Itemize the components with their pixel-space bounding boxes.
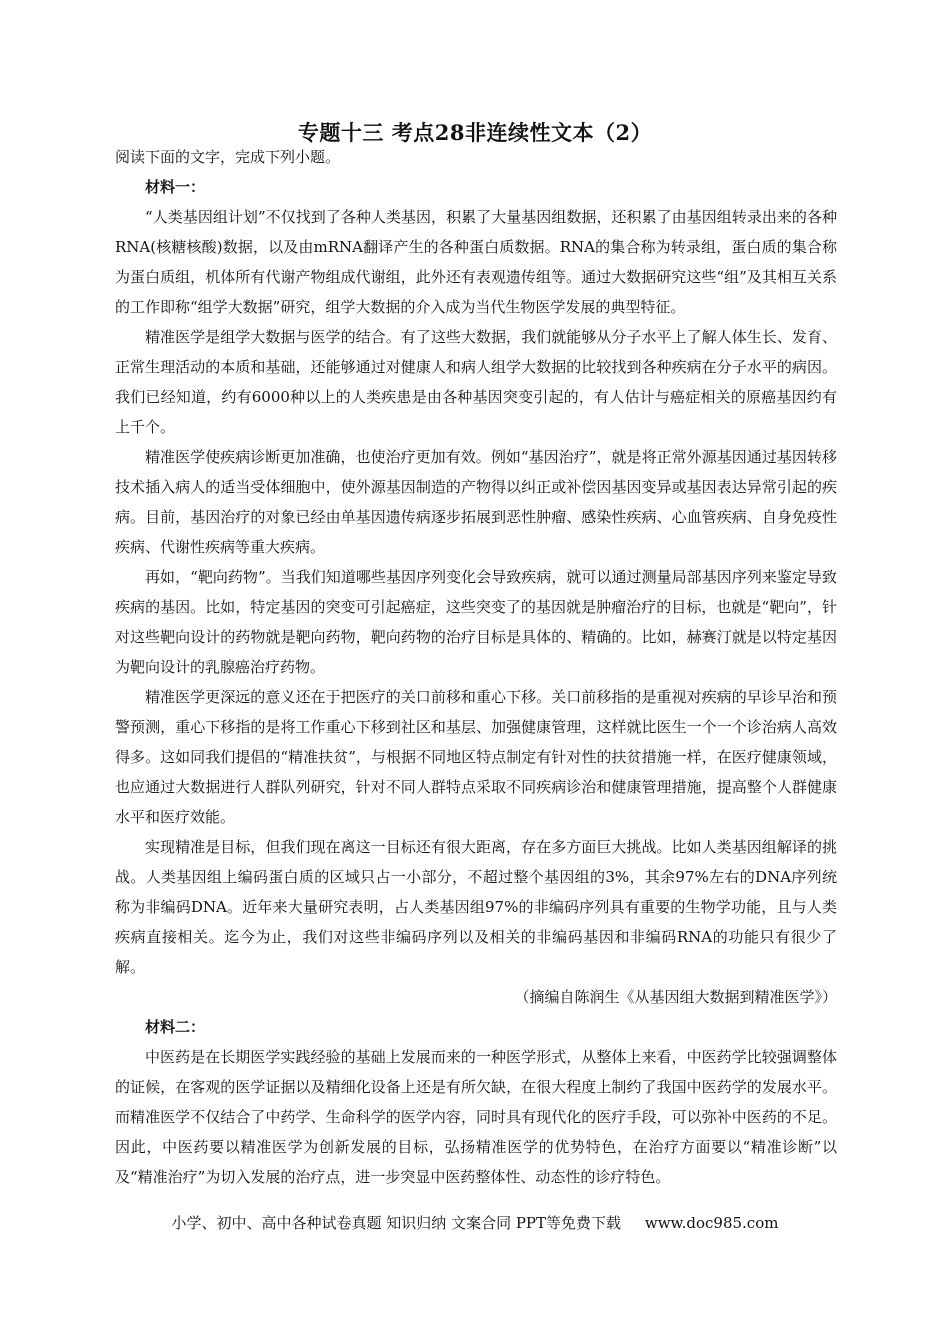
material-one-paragraph: 精准医学是组学大数据与医学的结合。有了这些大数据，我们就能够从分子水平上了解人体生长、发育、正常生理活动的本质和基础，还能够通过对健康人和病人组学大数据的比较找到各种疾病在分子水平的病因。我们已经知道，约有6000种以上的人类疾患是由各种基因突变引起的，有人估计与癌症相关的原癌基因约有上千个。 <box>115 328 837 436</box>
material-two-heading: 材料二： <box>145 1018 206 1036</box>
material-one-paragraph: “人类基因组计划”不仅找到了各种人类基因，积累了大量基因组数据，还积累了由基因组转录出来的各种RNA(核糖核酸)数据，以及由mRNA翻译产生的各种蛋白质数据。RNA的集合称为转录组，蛋白质的集合称为蛋白质组，机体所有代谢产物组成代谢组，此外还有表观遗传组等。通过大数据研究这些“组”及其相互关系的工作即称“组学大数据”研究，组学大数据的介入成为当代生物医学发展的典型特征。 <box>115 208 837 316</box>
material-one-heading: 材料一： <box>145 178 206 196</box>
material-two-paragraph: 中医药是在长期医学实践经验的基础上发展而来的一种医学形式，从整体上来看，中医药学比较强调整体的证候，在客观的医学证据以及精细化设备上还是有所欠缺，在很大程度上制约了我国中医药学的发展水平。而精准医学不仅结合了中药学、生命科学的医学内容，同时具有现代化的医疗手段，可以弥补中医药的不足。因此，中医药要以精准医学为创新发展的目标，弘扬精准医学的优势特色，在治疗方面要以“精准诊断”以及“精准治疗”为切入发展的治疗点，进一步突显中医药整体性、动态性的诊疗特色。 <box>115 1048 837 1186</box>
instruction-text: 阅读下面的文字，完成下列小题。 <box>115 148 341 166</box>
footer-text: 小学、初中、高中各种试卷真题 知识归纳 文案合同 PPT等免费下载 www.doc985.com <box>171 1214 779 1232</box>
material-one-paragraph: 精准医学更深远的意义还在于把医疗的关口前移和重心下移。关口前移指的是重视对疾病的早诊早治和预警预测，重心下移指的是将工作重心下移到社区和基层、加强健康管理，这样就比医生一个一个诊治病人高效得多。这如同我们提倡的“精准扶贫”，与根据不同地区特点制定有针对性的扶贫措施一样，在医疗健康领域，也应通过大数据进行人群队列研究，针对不同人群特点采取不同疾病诊治和健康管理措施，提高整个人群健康水平和医疗效能。 <box>115 688 837 826</box>
material-one-paragraph: 精准医学使疾病诊断更加准确，也使治疗更加有效。例如“基因治疗”，就是将正常外源基因通过基因转移技术插入病人的适当受体细胞中，使外源基因制造的产物得以纠正或补偿因基因变异或基因表达异常引起的疾病。目前，基因治疗的对象已经由单基因遗传病逐步拓展到恶性肿瘤、感染性疾病、心血管疾病、自身免疫性疾病、代谢性疾病等重大疾病。 <box>115 448 837 556</box>
material-one-paragraph: 再如，“靶向药物”。当我们知道哪些基因序列变化会导致疾病，就可以通过测量局部基因序列来鉴定导致疾病的基因。比如，特定基因的突变可引起癌症，这些突变了的基因就是肿瘤治疗的目标，也就是“靶向”，针对这些靶向设计的药物就是靶向药物，靶向药物的治疗目标是具体的、精确的。比如，赫赛汀就是以特定基因为靶向设计的乳腺癌治疗药物。 <box>115 568 837 676</box>
material-one-citation: （摘编自陈润生《从基因组大数据到精准医学》） <box>514 988 837 1006</box>
page-title: 专题十三 考点28非连续性文本（2） <box>297 120 653 145</box>
material-one-paragraph: 实现精准是目标，但我们现在离这一目标还有很大距离，存在多方面巨大挑战。比如人类基因组解译的挑战。人类基因组上编码蛋白质的区域只占一小部分，不超过整个基因组的3%，其余97%左右的DNA序列统称为非编码DNA。近年来大量研究表明，占人类基因组97%的非编码序列具有重要的生物学功能，且与人类疾病直接相关。迄今为止，我们对这些非编码序列以及相关的非编码基因和非编码RNA的功能只有很少了解。 <box>115 838 837 976</box>
article-body <box>115 172 837 1192</box>
